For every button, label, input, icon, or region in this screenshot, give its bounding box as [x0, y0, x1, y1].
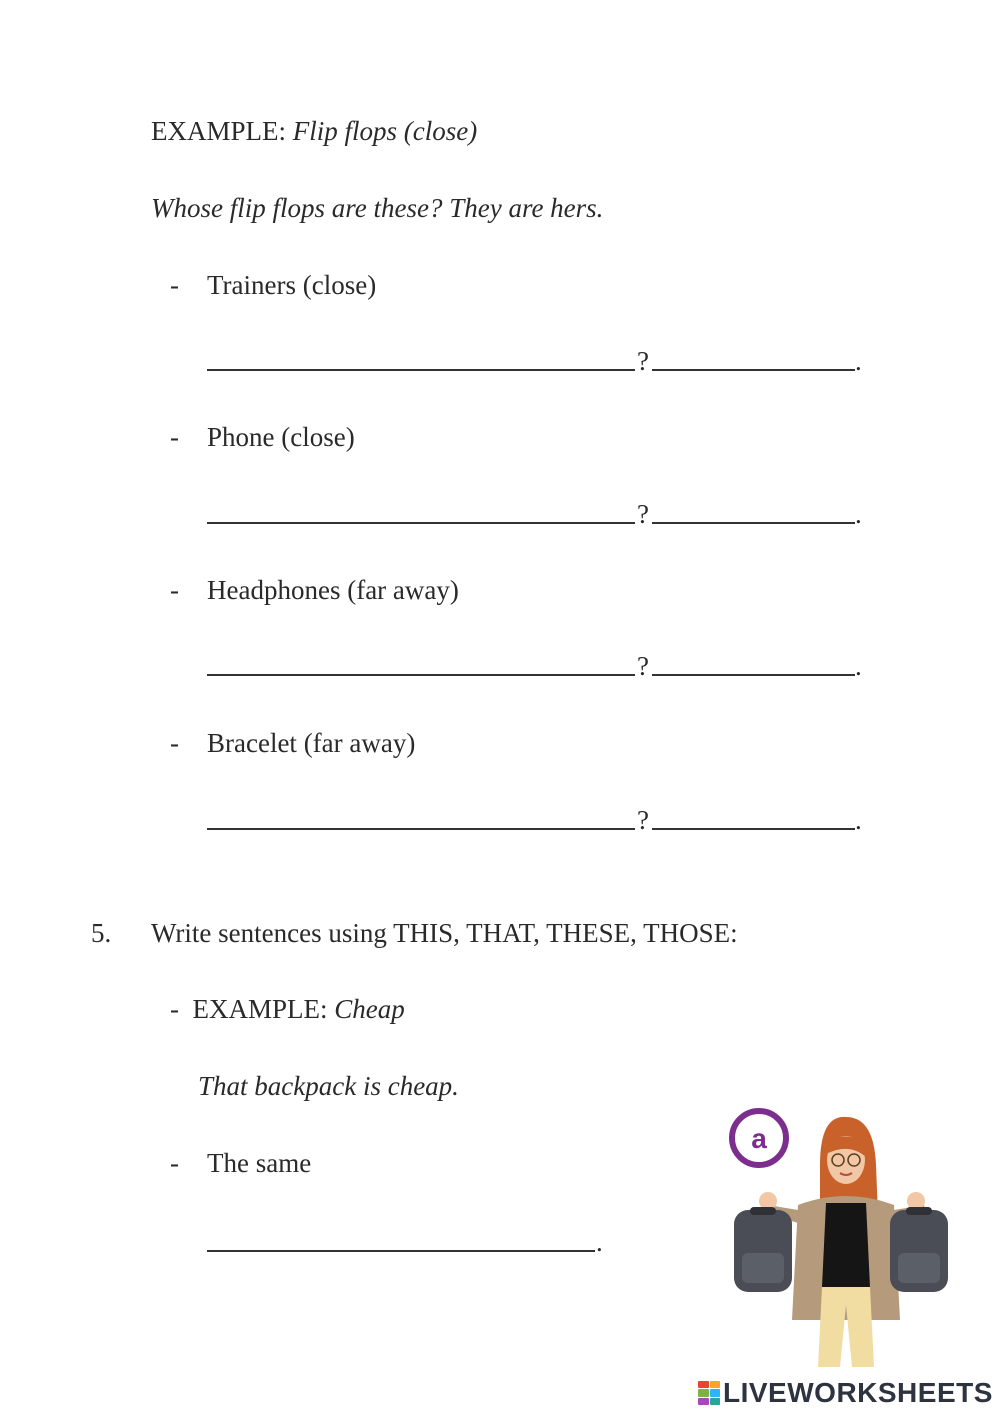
item-label-trainers: Trainers (close) — [207, 270, 377, 300]
item-dash: - — [170, 575, 179, 605]
answer-blank[interactable] — [652, 369, 855, 371]
question-blank[interactable] — [207, 522, 635, 524]
question-mark: ? — [637, 499, 649, 529]
answer-blank[interactable] — [652, 828, 855, 830]
answer-blank[interactable] — [652, 674, 855, 676]
task-label: The same — [207, 1148, 312, 1178]
question-blank[interactable] — [207, 828, 635, 830]
answer-row-trainers — [207, 345, 867, 377]
item-label-phone: Phone (close) — [207, 422, 355, 452]
example-item: Flip flops (close) — [292, 116, 478, 146]
question-mark: ? — [637, 346, 649, 376]
item-dash: - — [170, 1148, 179, 1178]
question-mark: ? — [637, 805, 649, 835]
example-label: EXAMPLE: — [151, 116, 293, 146]
question-blank[interactable] — [207, 369, 635, 371]
question-mark: ? — [637, 651, 649, 681]
answer-row-phone — [207, 498, 867, 530]
period: . — [855, 805, 862, 835]
period: . — [596, 1227, 603, 1257]
item-label-headphones: Headphones (far away) — [207, 575, 459, 605]
item-dash: - — [170, 728, 179, 758]
item-label-bracelet: Bracelet (far away) — [207, 728, 416, 758]
brand-mark-icon — [698, 1381, 720, 1405]
period: . — [855, 499, 862, 529]
question-blank[interactable] — [207, 674, 635, 676]
example-answer: Whose flip flops are these? They are hers. — [151, 193, 604, 223]
exercise-instruction: Write sentences using THIS, THAT, THESE, THOSE: — [151, 918, 738, 948]
answer-row-headphones — [207, 650, 867, 682]
example2-heading — [170, 993, 405, 1025]
period: . — [855, 651, 862, 681]
badge-letter: a — [751, 1123, 767, 1154]
brand-name: LIVEWORKSHEETS — [723, 1377, 993, 1408]
sentence-blank[interactable] — [207, 1250, 595, 1252]
item-dash: - — [170, 270, 179, 300]
liveworksheets-logo — [698, 1377, 993, 1409]
answer-blank[interactable] — [652, 522, 855, 524]
example2-item: Cheap — [334, 994, 405, 1024]
exercise-number: 5. — [91, 918, 112, 948]
task-answer-row — [207, 1226, 627, 1258]
example-heading — [151, 115, 477, 147]
woman-holding-backpacks-icon — [728, 1105, 958, 1370]
example2-label: - EXAMPLE: — [170, 994, 335, 1024]
answer-row-bracelet — [207, 804, 867, 836]
item-dash: - — [170, 422, 179, 452]
period: . — [855, 346, 862, 376]
example2-answer: That backpack is cheap. — [198, 1071, 459, 1101]
